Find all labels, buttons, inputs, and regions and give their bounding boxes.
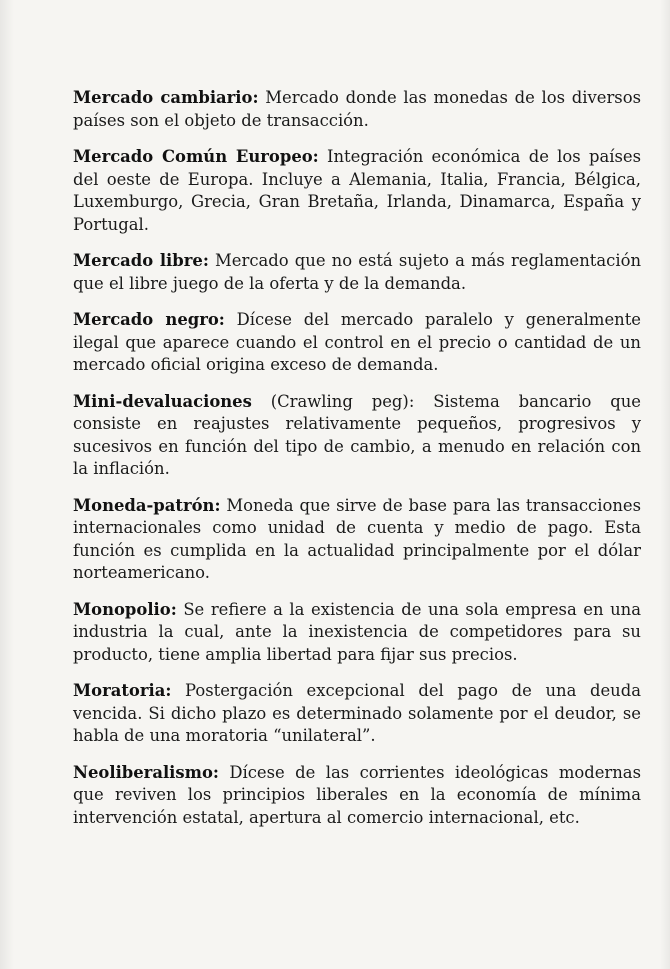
glossary-definition: Integración económica de los países del oeste de Europa. Incluye a Alemania, Italia, Francia, Bélgica, Luxemburgo, Grecia, Gran Bretaña, Irlanda, Dinamarca, España y Portugal. [73, 147, 641, 234]
glossary-definition: Dícese del mercado paralelo y generalmente ilegal que aparece cuando el control en el precio o cantidad de un mercado oficial origina exceso de demanda. [73, 310, 641, 374]
glossary-entry-monopolio [73, 599, 641, 667]
glossary-term: Mini-devaluaciones [73, 391, 252, 411]
glossary-term: Mercado negro: [73, 310, 225, 329]
glossary-term: Mercado libre: [73, 251, 209, 270]
glossary-definition: Moneda que sirve de base para las transacciones internacionales como unidad de cuenta y medio de pago. Esta función es cumplida en la actualidad principalmente por el dólar norteamericano. [73, 495, 641, 582]
glossary-term: Mercado cambiario: [73, 88, 259, 107]
glossary-definition: Dícese de las corrientes ideológicas modernas que reviven los principios liberales en la economía de mínima intervención estatal, apertura al comercio internacional, etc. [73, 762, 641, 827]
glossary-entry-mercado-libre [73, 250, 641, 295]
glossary-entry-moneda-patron [73, 495, 641, 585]
glossary-term: Moneda-patrón: [73, 495, 221, 515]
glossary-entry-neoliberalismo [73, 762, 641, 830]
glossary-definition: Mercado que no está sujeto a más reglamentación que el libre juego de la oferta y de la demanda. [73, 251, 642, 293]
glossary-definition: (Crawling peg): Sistema bancario que consiste en reajustes relativamente pequeños, progresivos y sucesivos en función del tipo de cambio, a menudo en relación con la inflación. [73, 391, 641, 478]
glossary-term: Monopolio: [73, 599, 177, 619]
glossary-entry-mercado-negro [73, 309, 641, 377]
glossary-entry-mini-devaluaciones [73, 391, 641, 481]
glossary-term: Neoliberalismo: [73, 762, 219, 782]
glossary-entry-moratoria [73, 680, 641, 748]
glossary-definition: Se refiere a la existencia de una sola empresa en una industria la cual, ante la inexistencia de competidores para su producto, tiene amplia libertad para fijar sus precios. [73, 599, 641, 664]
glossary-definition: Postergación excepcional del pago de una deuda vencida. Si dicho plazo es determinado solamente por el deudor, se habla de una moratoria “unilateral”. [73, 681, 641, 745]
glossary-entry-mercado-comun-europeo [73, 146, 641, 236]
glossary-term: Moratoria: [73, 681, 172, 700]
glossary-entry-mercado-cambiario [73, 87, 641, 132]
glossary-text [73, 87, 641, 843]
glossary-term: Mercado Común Europeo: [73, 147, 319, 166]
glossary-definition: Mercado donde las monedas de los diversos países son el objeto de transacción. [73, 88, 641, 130]
